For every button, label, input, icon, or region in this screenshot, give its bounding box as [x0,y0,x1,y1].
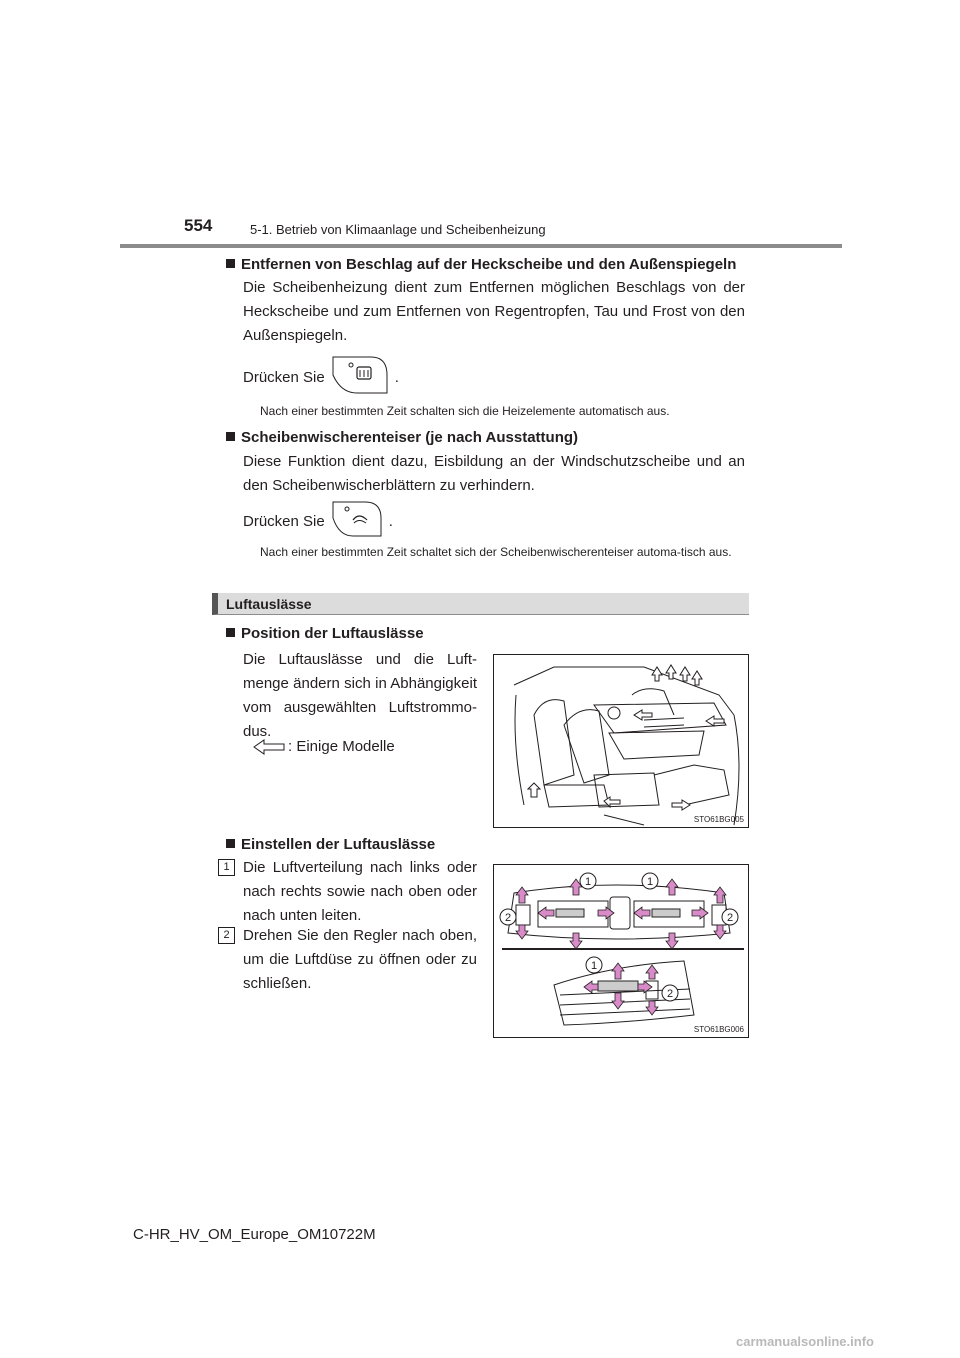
outlet-position-heading-text: Position der Luftauslässe [241,625,424,642]
car-interior-illustration [494,655,748,827]
step-text-2: Drehen Sie den Regler nach oben, um die Luftdüse zu öffnen oder zu schließen. [243,927,477,992]
outlet-adjust-heading [226,836,435,853]
wiper-deicer-press-row [243,497,393,545]
figure-label: 2 [504,912,512,924]
page-number: 554 [184,216,213,235]
vent-adjust-illustration [494,865,748,1037]
step-text-1: Die Luftverteilung nach links oder nach rechts sowie nach oben oder nach unten leiten. [243,859,477,924]
figure-label: 2 [726,912,734,924]
document-id: C-HR_HV_OM_Europe_OM10722M [133,1226,376,1243]
bullet-square-icon [226,839,235,848]
press-suffix-text: . [394,368,399,386]
outlet-position-heading [226,625,424,642]
bullet-square-icon [226,628,235,637]
wiper-deicer-heading-text: Scheibenwischerenteiser (je nach Ausstattung) [241,429,579,446]
figure-code: STO61BG006 [693,1025,744,1034]
figure-label: 1 [584,876,592,888]
press-prefix-text: Drücken Sie [243,512,325,530]
figure-label: 2 [666,988,674,1000]
bullet-square-icon [226,259,235,268]
air-outlets-box-title: Luftauslässe [212,593,749,615]
figure-code: STO61BG005 [693,815,744,824]
step-number-1: 1 [218,859,235,876]
rear-defog-press-row [243,352,399,402]
wiper-deicer-heading [226,429,578,446]
figure-label: 1 [646,876,654,888]
rear-window-defogger-icon [331,353,389,397]
press-suffix-text: . [388,512,393,530]
bullet-square-icon [226,432,235,441]
rear-defog-body: Die Scheibenheizung dient zum Entfernen möglichen Beschlags von der Heckscheibe und zum Entfernen von Regentropfen, Tau und Frost von den Außenspiegeln. [243,279,745,344]
outlet-position-figure [493,654,749,828]
windshield-wiper-deicer-icon [331,498,383,540]
wiper-deicer-note: Nach einer bestimmten Zeit schaltet sich der Scheibenwischerenteiser automa-tisch aus. [260,545,732,559]
outlet-adjust-figure [493,864,749,1038]
figure-label: 1 [590,960,598,972]
rear-defog-heading-text: Entfernen von Beschlag auf der Heckscheibe und den Außenspiegeln [241,256,737,273]
outlet-position-body: Die Luftauslässe und die Luft-menge ändern sich in Abhängigkeit vom ausgewählten Luftstrommo-dus. [243,651,477,740]
legend-text: : Einige Modelle [288,738,395,755]
watermark: carmanualsonline.info [736,1334,874,1349]
wiper-deicer-body: Diese Funktion dient dazu, Eisbildung an der Windschutzscheibe und an den Scheibenwischerblättern zu verhindern. [243,453,745,494]
rear-defog-heading [226,256,736,273]
rear-window-defogger-button[interactable] [331,353,389,401]
outline-arrow-icon [252,739,286,755]
outlet-adjust-heading-text: Einstellen der Luftauslässe [241,836,436,853]
rear-defog-note: Nach einer bestimmten Zeit schalten sich die Heizelemente automatisch aus. [260,404,670,418]
legend-row [252,738,395,755]
header-rule [120,244,842,248]
press-prefix-text: Drücken Sie [243,368,325,386]
step-number-2: 2 [218,927,235,944]
windshield-wiper-deicer-button[interactable] [331,498,383,544]
section-title: 5-1. Betrieb von Klimaanlage und Scheibenheizung [250,222,546,237]
